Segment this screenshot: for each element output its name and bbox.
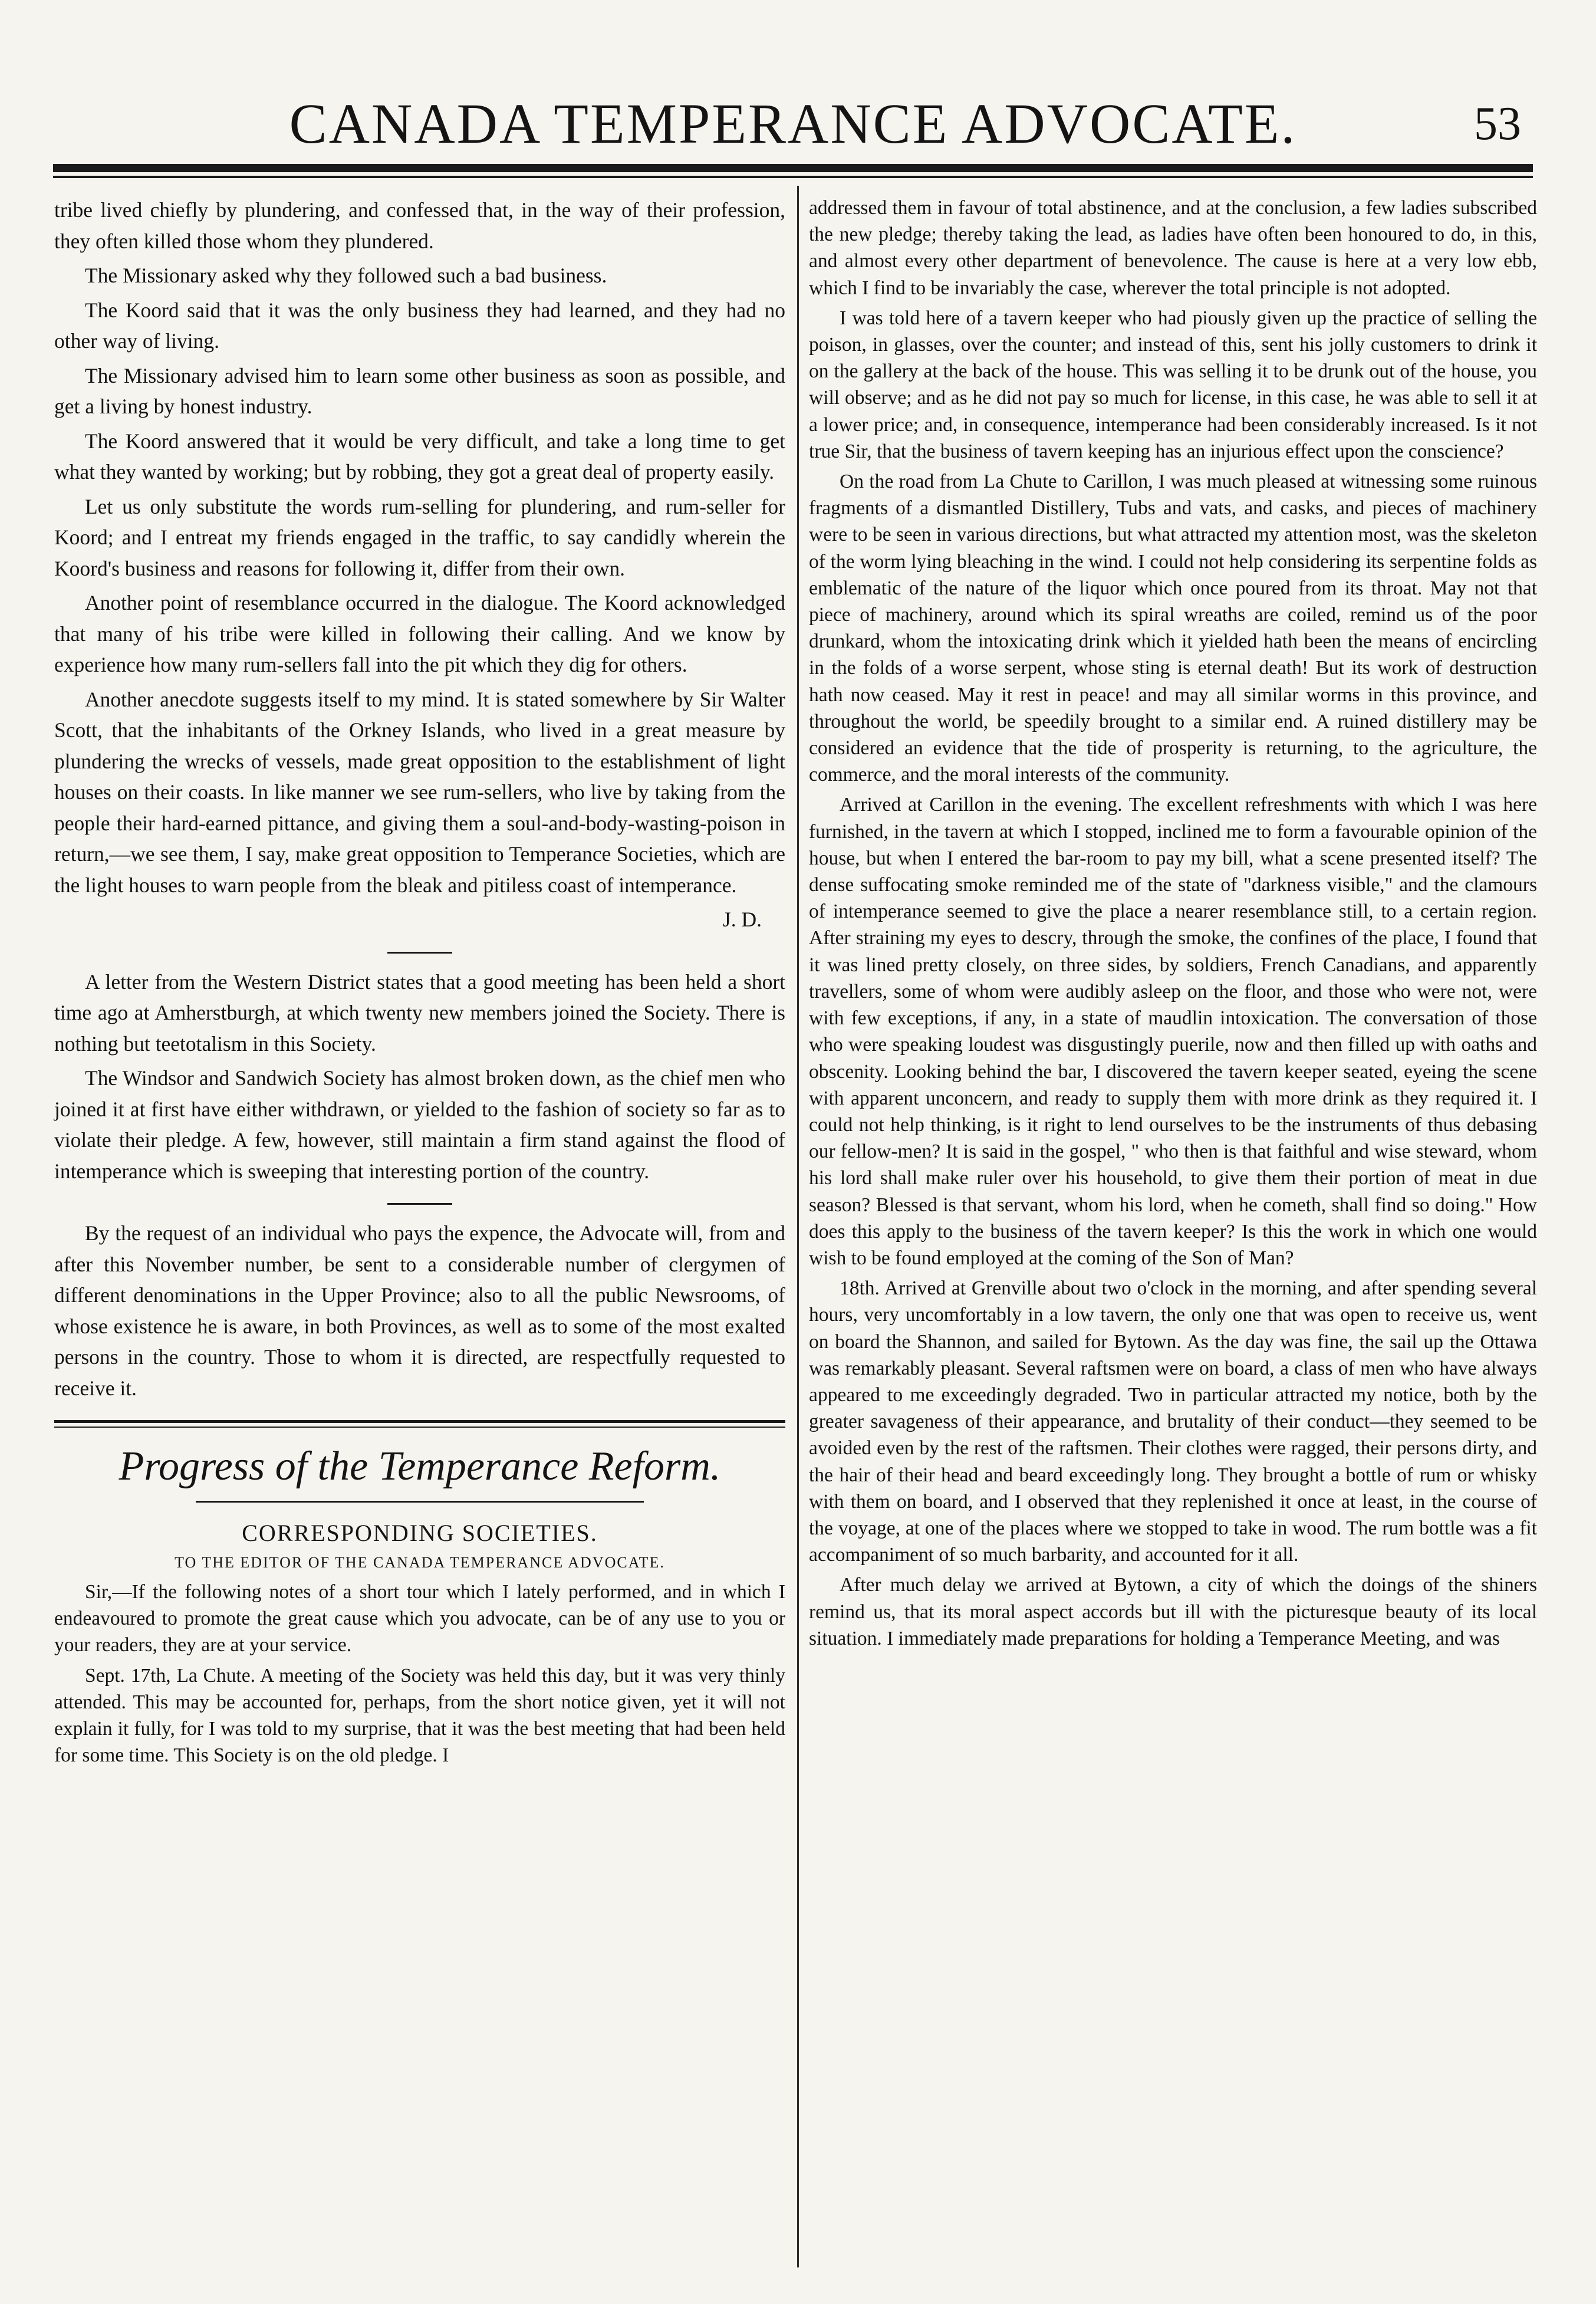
- paragraph: Let us only substitute the words rum-selling for plundering, and rum-seller for Koord; and I entreat my friends engaged in the traffic, to say candidly wherein the Koord's business and reasons for following it, differ from their own.: [54, 494, 785, 580]
- separator-rule: [387, 952, 452, 954]
- paragraph: On the road from La Chute to Carillon, I was much pleased at witnessing some ruinous fragments of a dismantled Distillery, Tubs and vats, and casks, and pieces of machinery were to be seen in various directions, but what attracted my attention most, was the skeleton of the worm lying bleaching in the wind. I could not help considering its serpentine folds as emblematic of the nature of the liquor which once poured from its throat. May not that piece of machinery, around which its spiral wreaths are coiled, remind us of the poor drunkard, whom the intoxicating drink which it yielded hath been the means of encircling in the folds of a worse serpent, whose sting is eternal death! But its work of destruction hath now ceased. May it rest in peace! and may all similar worms in this province, and throughout the world, be speedily brought to a similar end. A ruined distillery may be considered an evidence that the tide of prosperity is returning, to the agriculture, the commerce, and the moral interests of the community.: [809, 471, 1537, 786]
- salutation-heading: TO THE EDITOR OF THE CANADA TEMPERANCE ADVOCATE.: [175, 1554, 665, 1571]
- paragraph: After much delay we arrived at Bytown, a city of which the doings of the shiners remind us, that its moral aspect accords but ill with the picturesque beauty of its local situation. I immediately made preparations for holding a Temperance Meeting, and was: [809, 1574, 1537, 1649]
- paragraph: The Windsor and Sandwich Society has almost broken down, as the chief men who joined it at first have either withdrawn, or yielded to the fashion of society so far as to violate their pledge. A few, however, still maintain a firm stand against the flood of intemperance which is sweeping that interesting portion of the country.: [54, 1066, 785, 1183]
- paragraph: Another anecdote suggests itself to my mind. It is stated somewhere by Sir Walter Scott, that the inhabitants of the Orkney Islands, who lived in a great measure by plundering the wrecks of vessels, made great opposition to the establishment of light houses on their coasts. In like manner we see rum-sellers, who live by taking from the people their hard-earned pittance, and giving them a soul-and-body-wasting-poison in return,—we see them, I say, make great opposition to Temperance Societies, which are the light houses to warn people from the bleak and pitiless coast of intemperance.: [54, 687, 785, 897]
- header-rule-thin: [53, 176, 1533, 178]
- paragraph: The Missionary advised him to learn some other business as soon as possible, and get a living by honest industry.: [54, 363, 785, 418]
- paragraph: Sept. 17th, La Chute. A meeting of the Society was held this day, but it was very thinly attended. This may be accounted for, perhaps, from the short notice given, yet it will not explain it fully, for I was told to my surprise, that it was the best meeting that had been held for some time. This Society is on the old pledge. I: [54, 1664, 785, 1767]
- paragraph: Sir,—If the following notes of a short tour which I lately performed, and in which I endeavoured to promote the great cause which you advocate, can be of any use to you or your readers, they are at your service.: [54, 1581, 785, 1656]
- paragraph: Another point of resemblance occurred in the dialogue. The Koord acknowledged that many of his tribe were killed in following their calling. And we know by experience how many rum-sellers fall into the pit which they dig for others.: [54, 591, 785, 676]
- subheading: CORRESPONDING SOCIETIES.: [242, 1520, 598, 1546]
- right-column: [809, 195, 1537, 2269]
- left-column: [54, 195, 785, 2269]
- section-title: Progress of the Temperance Reform.: [119, 1444, 721, 1489]
- paragraph: Arrived at Carillon in the evening. The excellent refreshments with which I was here furnished, in the tavern at which I stopped, inclined me to form a favourable opinion of the house, but when I entered the bar-room to pay my bill, what a scene presented itself? The dense suffocating smoke reminded me of the state of "darkness visible," and the clamours of intemperance seemed to give the place a nearer resemblance still, to a certain region. After straining my eyes to descry, through the smoke, the confines of the place, I found that it was lined pretty closely, on three sides, by soldiers, French Canadians, and apparently travellers, some of whom were audibly asleep on the floor, and those who were not, were with few exceptions, if any, in a state of maudlin intoxication. The conversation of those who were speaking loudest was disgustingly puerile, now and then filled up with oaths and obscenity. Looking behind the bar, I discovered the tavern keeper seated, eyeing the scene with apparent unconcern, and ready to supply them with more drink as they required it. I could not help thinking, is it right to lend ourselves to be the instruments of thus debasing our fellow-men? It is said in the gospel, " who then is that faithful and wise steward, whom his lord shall make ruler over his household, to give them their portion of meat in due season? Blessed is that servant, whom his lord, when he cometh, shall find so doing." How does this apply to the business of the tavern keeper? Is this the work in which one would wish to be found employed at the coming of the Son of Man?: [809, 794, 1537, 1269]
- page-header: [53, 88, 1533, 159]
- paragraph: The Koord said that it was the only business they had learned, and they had no other way of living.: [54, 298, 785, 353]
- paragraph: By the request of an individual who pays the expence, the Advocate will, from and after this November number, be sent to a considerable number of clergymen of different denominations in the Upper Province; also to all the public Newsrooms, of whose existence he is aware, in both Provinces, as well as to some of the most exalted persons in the country. Those to whom it is directed, are respectfully requested to receive it.: [54, 1221, 785, 1400]
- separator-rule: [387, 1203, 452, 1205]
- signature: J. D.: [722, 908, 762, 931]
- section-rule: [196, 1501, 644, 1503]
- paragraph: I was told here of a tavern keeper who had piously given up the practice of selling the poison, in glasses, over the counter; and instead of this, sent his jolly customers to drink it on the gallery at the back of the house. This was selling it to be drunk out of the house, you will observe; and as he did not pay so much for license, in this case, he was able to sell it at a lower price; and, in consequence, intemperance had been considerably increased. Is it not true Sir, that the business of tavern keeping has an injurious effect upon the conscience?: [809, 307, 1537, 462]
- header-rule-thick: [53, 164, 1533, 172]
- paragraph: A letter from the Western District states that a good meeting has been held a short time ago at Amherstburgh, at which twenty new members joined the Society. There is nothing but teetotalism in this Society.: [54, 969, 785, 1056]
- paragraph: The Missionary asked why they followed such a bad business.: [85, 264, 607, 287]
- column-divider: [797, 186, 799, 2267]
- paragraph: 18th. Arrived at Grenville about two o'clock in the morning, and after spending several hours, very uncomfortably in a low tavern, the only one that was open to receive us, went on board the Shannon, and sailed for Bytown. As the day was fine, the sail up the Ottawa was remarkably pleasant. Several raftsmen were on board, a class of men who have always appeared to me exceedingly degraded. Two in particular attracted my notice, both by the greater savageness of their appearance, and brutality of their conduct—they seemed to be avoided even by the rest of the raftsmen. Their clothes were ragged, their persons dirty, and the hair of their head and beard exceedingly long. They brought a bottle of rum or whisky with them on board, and I observed that they replenished it once at least, in the course of the voyage, at one of the places where we stopped to take in wood. The rum bottle was a fit accompaniment of so much barbarity, and accounted for it all.: [809, 1277, 1537, 1566]
- paragraph: tribe lived chiefly by plundering, and confessed that, in the way of their profession, they often killed those whom they plundered.: [54, 198, 785, 253]
- newspaper-title: CANADA TEMPERANCE ADVOCATE.: [289, 92, 1297, 155]
- page-number: 53: [1474, 98, 1521, 150]
- section-double-rule: [54, 1420, 785, 1428]
- paragraph: The Koord answered that it would be very difficult, and take a long time to get what they wanted by working; but by robbing, they got a great deal of property easily.: [54, 429, 785, 484]
- paragraph: addressed them in favour of total abstinence, and at the conclusion, a few ladies subscribed the new pledge; thereby taking the lead, as ladies have often been honoured to do, in this, and almost every other department of benevolence. The cause is here at a very low ebb, which I find to be invariably the case, wherever the total principle is not adopted.: [809, 197, 1537, 299]
